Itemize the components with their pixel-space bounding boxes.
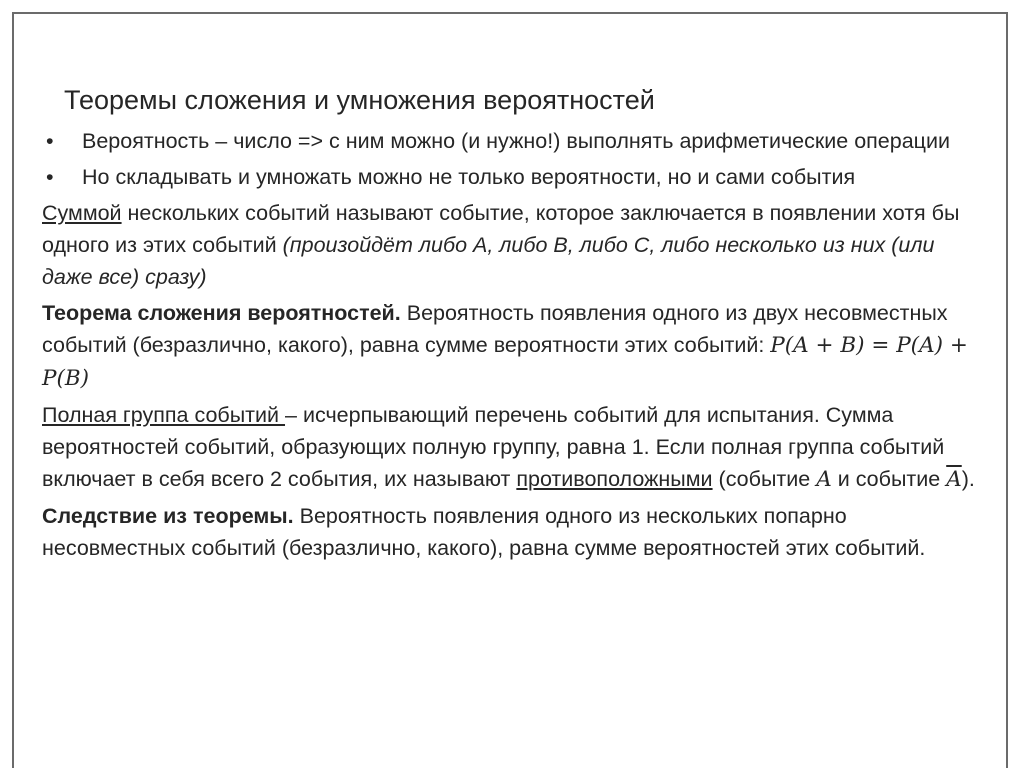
full-group-text-3: и событие bbox=[831, 467, 947, 491]
sum-definition-paragraph bbox=[42, 197, 982, 293]
bullet-dot-icon: • bbox=[46, 129, 54, 153]
sum-example-text: (произойдёт либо А, либо В, либо С, либо несколько из них (или даже все) сразу) bbox=[42, 233, 935, 289]
sum-term: Суммой bbox=[42, 201, 122, 225]
theorem-heading: Теорема сложения вероятностей. bbox=[42, 301, 401, 325]
corollary-paragraph bbox=[42, 500, 982, 564]
full-group-term: Полная группа событий bbox=[42, 403, 286, 427]
bullet-item bbox=[42, 161, 982, 193]
bullet-text: Вероятность – число => с ним можно (и нужно!) выполнять арифметические операции bbox=[82, 129, 951, 153]
slide-content bbox=[42, 125, 982, 568]
sum-text: нескольких событий называют событие, которое заключается в появлении хотя бы одного из этих событий bbox=[42, 201, 960, 257]
bullet-dot-icon: • bbox=[46, 165, 54, 189]
full-group-text-4: ). bbox=[961, 467, 975, 491]
event-a-complement: $\overline{A}$ bbox=[946, 467, 962, 492]
bullet-item bbox=[42, 125, 982, 157]
bullet-text: Но складывать и умножать можно не только вероятности, но и сами события bbox=[82, 165, 856, 189]
event-a: A bbox=[816, 467, 832, 492]
full-group-paragraph bbox=[42, 399, 982, 496]
full-group-text-2: (событие bbox=[712, 467, 817, 491]
theorem-text: Вероятность появления одного из двух несовместных событий (безразлично, какого), равна сумме вероятности этих событий: bbox=[42, 301, 948, 357]
corollary-text: Вероятность появления одного из нескольких попарно несовместных событий (безразлично, какого), равна сумме вероятностей этих событий. bbox=[42, 504, 926, 560]
full-group-text: – исчерпывающий перечень событий для испытания. Сумма вероятностей событий, образующих полную группу, равна 1. Если полная группа событий включает в себя всего 2 события, их называют bbox=[42, 403, 945, 491]
slide-title: Теоремы сложения и умножения вероятностей bbox=[64, 85, 655, 115]
addition-formula: P(A + B) = P(A) + P(B) bbox=[42, 333, 968, 391]
corollary-heading: Следствие из теоремы. bbox=[42, 504, 294, 528]
opposite-events-term: противоположными bbox=[516, 467, 713, 491]
addition-theorem-paragraph bbox=[42, 297, 982, 395]
